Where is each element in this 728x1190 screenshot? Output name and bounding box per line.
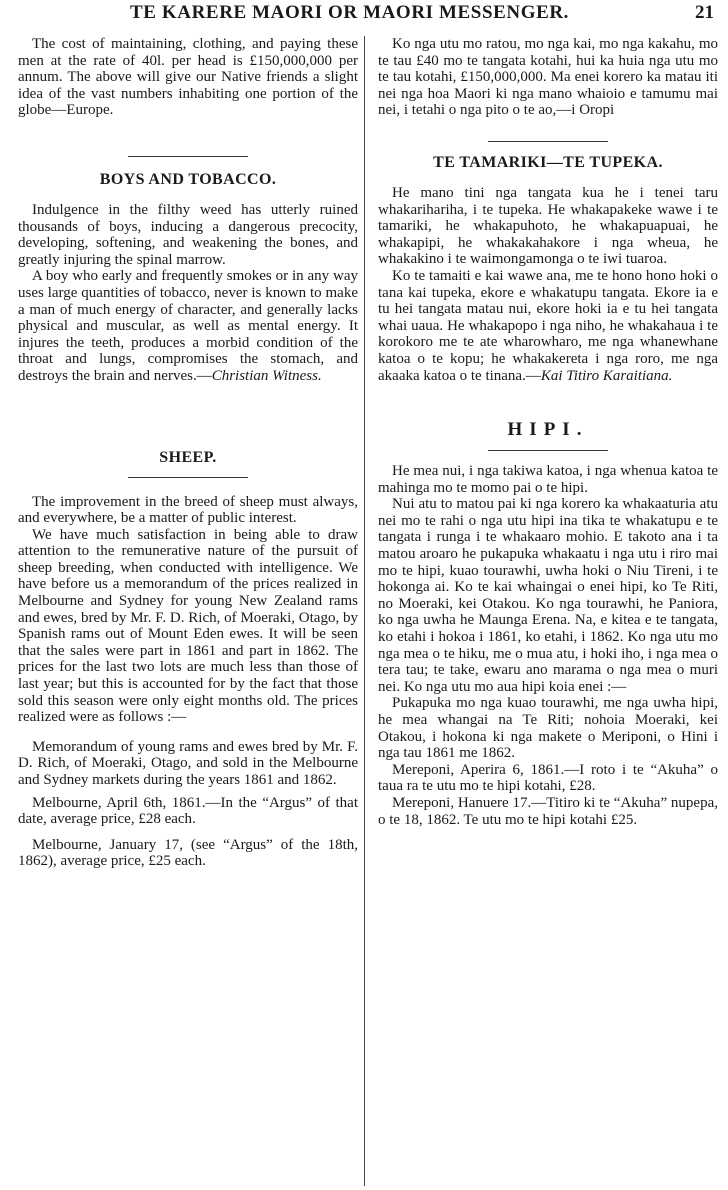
sheep-paragraph-1: The improvement in the breed of sheep must always, and everywhere, be a matter of public interest.	[18, 493, 358, 527]
tobacco-heading-english: BOYS AND TOBACCO.	[99, 170, 277, 188]
tobacco-paragraph-2	[18, 268, 358, 384]
sheep-entry-2: Melbourne, January 17, (see “Argus” of the 18th, 1862), average price, £25 each.	[18, 836, 358, 870]
column-divider	[364, 36, 365, 1186]
sheep-paragraph-2: We have much satisfaction in being able to draw attention to the remunerative nature of the pursuit of sheep breeding, when conducted with intelligence. We have before us a memorandum of the prices realized in Melbourne and Sydney for young New Zealand rams and ewes, bred by Mr. F. D. Rich, of Moeraki, Otago, by Spanish rams out of Mount Eden ewes. It will be seen that the sales were part in 1861 and part in 1862. The prices for the last two lots are much less than those of last year; but this is accounted for by the fact that those sold this season were only eight months old. The prices realized were as follows :—	[18, 526, 358, 726]
europe-cost-paragraph-maori: Ko nga utu mo ratou, mo nga kai, mo nga kakahu, mo te tau £40 mo te tangata kotahi, hui ka huia nga utu mo te tau kotahi, £150,000,000. Ma enei korero ka matau iti nei nga hoa Maori ki nga mano whaioio e tamumu mai nei, i tetahi o nga pito o te ao,—i Oropi	[378, 36, 718, 119]
hipi-memorandum: Pukapuka mo nga kuao tourawhi, me nga uwha hipi, he mea whangai na Te Riti; nohoia Moeraki, kei Otakou, i hokona ki nga makete o Meriponi, o Hini i nga tau 1861 me 1862.	[378, 695, 718, 762]
tobacco-paragraph-1: Indulgence in the filthy weed has utterly ruined thousands of boys, inducing a dangerous precocity, developing, softening, and weakening the bones, and greatly injuring the spinal marrow.	[18, 201, 358, 268]
sheep-memorandum: Memorandum of young rams and ewes bred by Mr. F. D. Rich, of Moeraki, Otago, and sold in the Melbourne and Sydney markets during the years 1861 and 1862.	[18, 738, 358, 788]
tupeka-paragraph-2	[378, 268, 718, 384]
maori-column	[378, 36, 718, 828]
sheep-entry-1: Melbourne, April 6th, 1861.—In the “Argus” of that date, average price, £28 each.	[18, 794, 358, 828]
hipi-entry-1: Mereponi, Aperira 6, 1861.—I roto i te “Akuha” o taua ra te utu mo te hipi kotahi, £28.	[378, 761, 718, 795]
sheep-heading-maori: HIPI.	[507, 419, 589, 441]
tupeka-paragraph-2-text: Ko te tamaiti e kai wawe ana, me te hono hono hoki o tana kai tupeka, ekore e whakatupu tangata. Ekore ia e tu hei tangata matau nui, ekore hoki ia e tu hei tangata whai uaua. He whakapopo i nga niho, he whakahaua i te korokoro me te ate wharowharo, me nga whanewhane katoa o te kopu; he whakakereta i nga roro, me nga akaaka katoa o te tinana.—	[378, 267, 718, 384]
hipi-paragraph-2: Nui atu to matou pai ki nga korero ka whakaaturia atu nei mo te rahi o nga utu hipi ina tika te whakatupu e te tangata i runga i te whakaaro mohio. E takoto ana i ta matou aroaro he pukapuka whakaatu i nga utu i riro mai mo te hipi, kuao tourawhi, uwha hoki o Niu Tireni, i te hokonga ai. Ko te kai whaingai o enei hipi, ko Te Riti, no Moeraki, kei Otakou. Ko nga tourawhi, he Paniora, ko nga uwha he Maunga Erena. Na, e kitea e te tangata, ko etahi i hokoa i 1861, ko etahi, i 1862. Ko nga utu mo nga mea o te hiku, me o mua atu, i hoki iho, i nga mea o tera tau; te take, ewaru ano marama o nga mea o muri nei. Ko nga utu mo aua hipi koia enei :—	[378, 496, 718, 695]
hipi-paragraph-1: He mea nui, i nga takiwa katoa, i nga whenua katoa te mahinga mo te momo pai o te hipi.	[378, 463, 718, 496]
tobacco-paragraph-2-text: A boy who early and frequently smokes or in any way uses large quantities of tobacco, never is known to make a man of much energy of character, and generally lacks physical and muscular, as well as mental energy. It injures the teeth, produces a morbid condition of the throat and lungs, compromises the stomach, and destroys the brain and nerves.—	[18, 268, 358, 384]
tobacco-source: Christian Witness.	[211, 367, 322, 384]
tupeka-source: Kai Titiro Karaitiana.	[540, 367, 673, 384]
europe-cost-paragraph: The cost of maintaining, clothing, and paying these men at the rate of 40l. per head is £150,000,000 per annum. The above will give our Native friends a slight idea of the vast numbers inhabiting one portion of the globe—Europe.	[18, 36, 358, 119]
sheep-heading-english: SHEEP.	[159, 448, 217, 466]
tupeka-paragraph-1: He mano tini nga tangata kua he i tenei taru whakarihariha, i te tupeka. He whakapakeke wawe i te tamariki, he whakapuhoto, he whakapuapuai, he whakapipi, he whakakahakore i nga wheua, he whakakino i te waimongamonga o te iwi tuaroa.	[378, 184, 718, 268]
english-column	[18, 36, 358, 870]
page-number: 21	[695, 2, 714, 23]
masthead-title: TE KARERE MAORI OR MAORI MESSENGER.	[130, 2, 570, 23]
hipi-entry-2: Mereponi, Hanuere 17.—Titiro ki te “Akuha” nupepa, o te 18, 1862. Te utu mo te hipi kotahi £25.	[378, 794, 718, 828]
tobacco-heading-maori: TE TAMARIKI—TE TUPEKA.	[433, 153, 663, 171]
masthead	[0, 2, 728, 30]
